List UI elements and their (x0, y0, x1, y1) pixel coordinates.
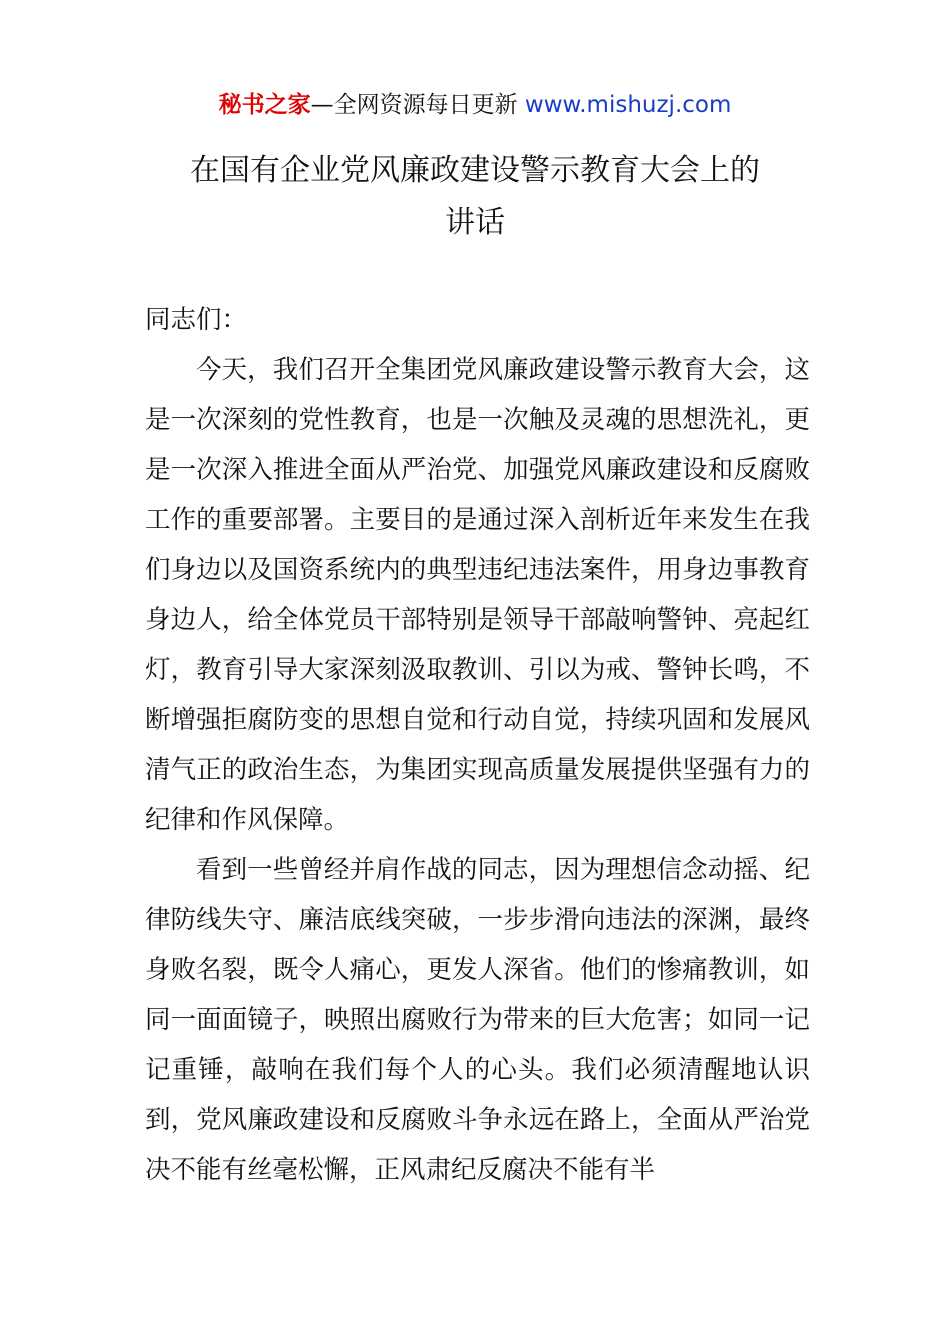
site-url-link[interactable]: www.mishuzj.com (524, 92, 732, 118)
salutation: 同志们： (145, 305, 248, 335)
title-line-1: 在国有企业党风廉政建设警示教育大会上的 (190, 153, 760, 188)
site-header (0, 88, 950, 122)
paragraph-2: 看到一些曾经并肩作战的同志，因为理想信念动摇、纪律防线失守、廉洁底线突破，一步步滑向违法的深渊，最终身败名裂，既令人痛心，更发人深省。他们的惨痛教训，如同一面面镜子，映照出腐败行为带来的巨大危害；如同一记记重锤，敲响在我们每个人的心头。我们必须清醒地认识到，党风廉政建设和反腐败斗争永远在路上，全面从严治党决不能有丝毫松懈，正风肃纪反腐决不能有半 (145, 855, 810, 1185)
title-line-2: 讲话 (445, 205, 505, 240)
document-title (0, 145, 950, 249)
header-tagline: —全网资源每日更新 (310, 92, 518, 118)
paragraph-1: 今天，我们召开全集团党风廉政建设警示教育大会，这是一次深刻的党性教育，也是一次触及灵魂的思想洗礼，更是一次深入推进全面从严治党、加强党风廉政建设和反腐败工作的重要部署。主要目的是通过深入剖析近年来发生在我们身边以及国资系统内的典型违纪违法案件，用身边事教育身边人，给全体党员干部特别是领导干部敲响警钟、亮起红灯，教育引导大家深刻汲取教训、引以为戒、警钟长鸣，不断增强拒腐防变的思想自觉和行动自觉，持续巩固和发展风清气正的政治生态，为集团实现高质量发展提供坚强有力的纪律和作风保障。 (145, 355, 810, 835)
brand-name: 秘书之家 (218, 92, 311, 118)
document-body (145, 295, 810, 1195)
